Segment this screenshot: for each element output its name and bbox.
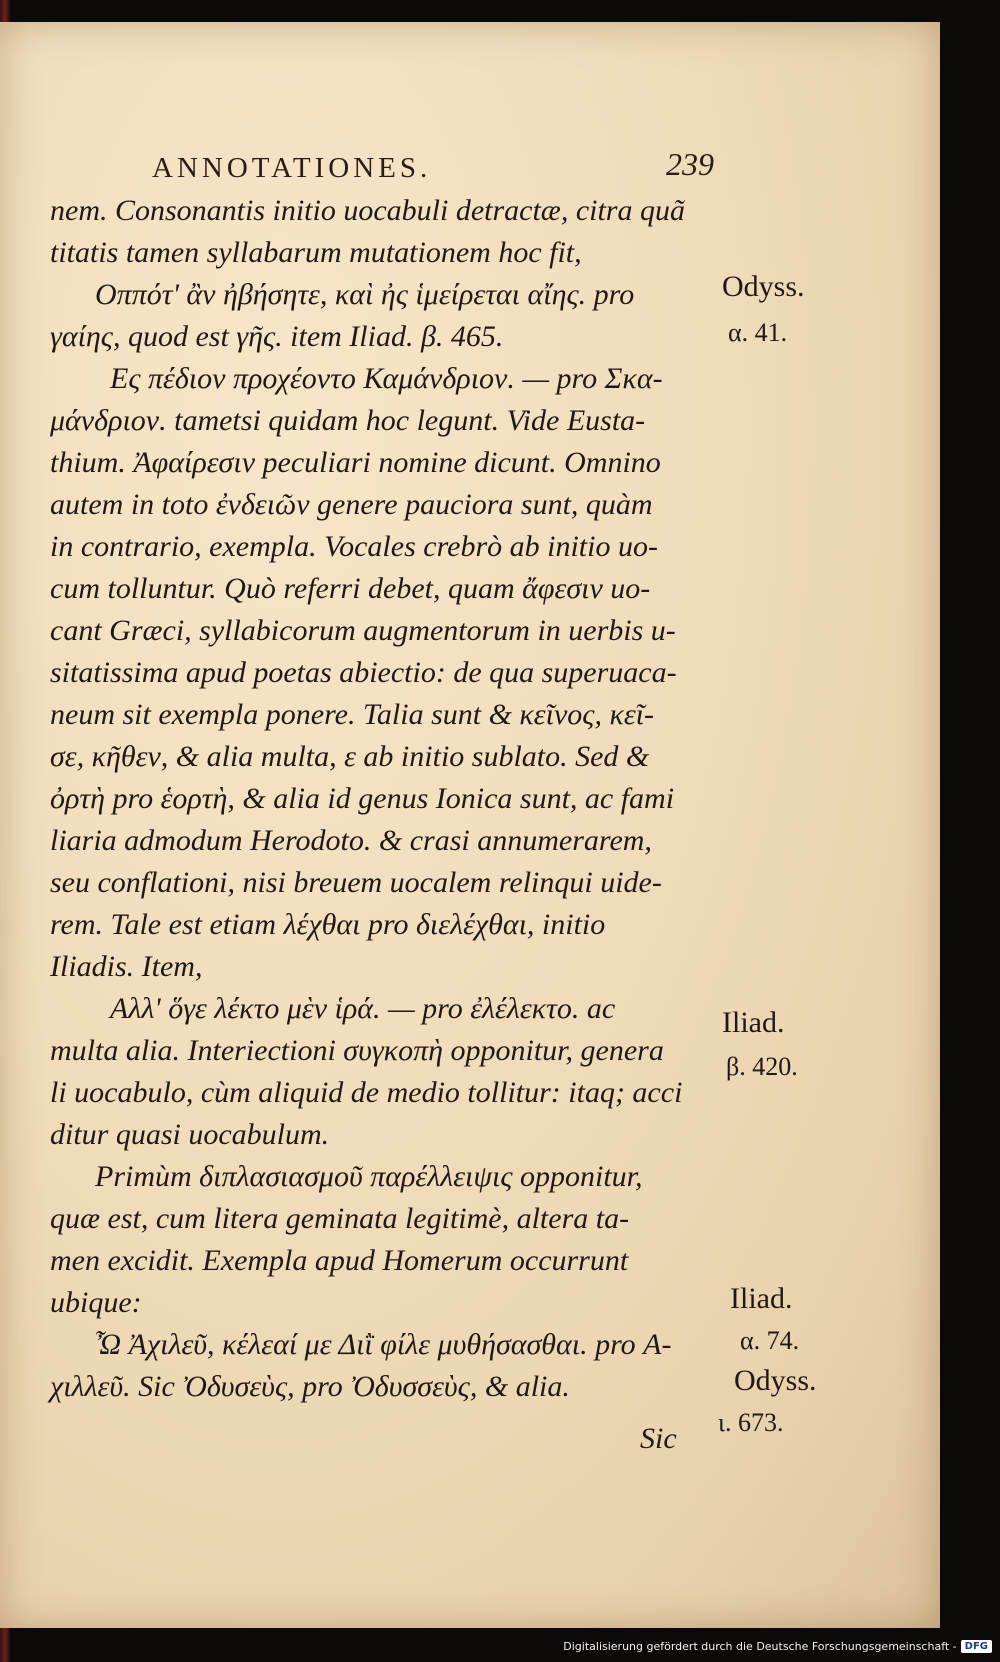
running-header xyxy=(134,142,714,190)
text-line: σε, κῆθεν, & alia multa, ε ab initio sublato. Sed & xyxy=(50,740,650,773)
text-line: Αλλ' ὅγε λέκτο μὲν ἱρά. — pro ἐλέλεκτο. ac xyxy=(110,992,616,1025)
text-line: cant Græci, syllabicorum augmentorum in uerbis u- xyxy=(50,614,676,647)
margin-note: Odyss. xyxy=(734,1364,817,1397)
text-line: men excidit. Exempla apud Homerum occurrunt xyxy=(50,1244,629,1277)
text-line: sitatissima apud poetas abiectio: de qua superuaca- xyxy=(50,656,677,689)
margin-note: Odyss. xyxy=(722,270,805,303)
text-line: ubique: xyxy=(50,1286,142,1319)
text-line: ὀρτὴ pro ἑορτὴ, & alia id genus Ionica sunt, ac fami xyxy=(50,782,675,815)
text-line: titatis tamen syllabarum mutationem hoc fit, xyxy=(50,236,582,269)
text-line: rem. Tale est etiam λέχθαι pro διελέχθαι, initio xyxy=(50,908,606,941)
margin-note: β. 420. xyxy=(726,1052,798,1081)
text-line: Ὦ Ἀχιλεῦ, κέλεαί με Διῒ φίλε μυθήσασθαι. pro Α- xyxy=(95,1328,672,1361)
margin-note: Iliad. xyxy=(730,1282,793,1315)
margin-note: α. 41. xyxy=(728,318,788,347)
text-line: quæ est, cum litera geminata legitimè, altera ta- xyxy=(50,1202,630,1235)
margin-note: ι. 673. xyxy=(718,1408,784,1437)
text-line: Ες πέδιον προχέοντο Καμάνδριον. — pro Σκα- xyxy=(110,362,663,395)
credit-text: Digitalisierung gefördert durch die Deutsche Forschungsgemeinschaft - xyxy=(563,1639,957,1653)
page-number: 239 xyxy=(666,146,714,182)
text-line: Οππότ' ἂν ἠβήσητε, καὶ ἠς ἱμείρεται αἴης. pro xyxy=(95,278,635,311)
margin-note: Iliad. xyxy=(722,1006,785,1039)
text-line: li uocabulo, cùm aliquid de medio tollitur: itaq; acci xyxy=(50,1076,683,1109)
text-line: in contrario, exempla. Vocales crebrò ab initio uo- xyxy=(50,530,658,563)
digitization-credit xyxy=(563,1636,992,1656)
text-line: μάνδριον. tametsi quidam hoc legunt. Vide Eusta- xyxy=(50,404,646,437)
text-line: multa alia. Interiectioni συγκοπὴ opponitur, genera xyxy=(50,1034,664,1067)
text-line: Iliadis. Item, xyxy=(50,950,203,983)
text-line: thium. Ἀφαίρεσιν peculiari nomine dicunt. Omnino xyxy=(50,446,661,479)
text-line: Primùm διπλασιασμοῦ παρέλλειψις opponitur, xyxy=(95,1160,643,1193)
text-line: γαίης, quod est γῆς. item Iliad. β. 465. xyxy=(50,320,504,353)
margin-note: α. 74. xyxy=(740,1326,800,1355)
text-line: nem. Consonantis initio uocabuli detractæ, citra quã xyxy=(50,194,685,227)
text-line: autem in toto ἐνδειῶν genere pauciora sunt, quàm xyxy=(50,488,653,521)
running-title: ANNOTATIONES. xyxy=(152,152,432,184)
text-line: χιλλεῦ. Sic Ὀδυσεὺς, pro Ὀδυσσεὺς, & alia. xyxy=(50,1370,570,1403)
text-line: cum tolluntur. Quò referri debet, quam ἄφεσιν uo- xyxy=(50,572,651,605)
catchword: Sic xyxy=(640,1422,677,1455)
text-line: seu conflationi, nisi breuem uocalem relinqui uide- xyxy=(50,866,662,899)
text-line: neum sit exempla ponere. Talia sunt & κεῖνος, κεῖ- xyxy=(50,698,654,731)
book-page xyxy=(0,22,940,1628)
dfg-logo: DFG xyxy=(961,1640,992,1653)
text-line: ditur quasi uocabulum. xyxy=(50,1118,330,1151)
body-text xyxy=(50,190,720,1408)
text-line: liaria admodum Herodoto. & crasi annumerarem, xyxy=(50,824,652,857)
